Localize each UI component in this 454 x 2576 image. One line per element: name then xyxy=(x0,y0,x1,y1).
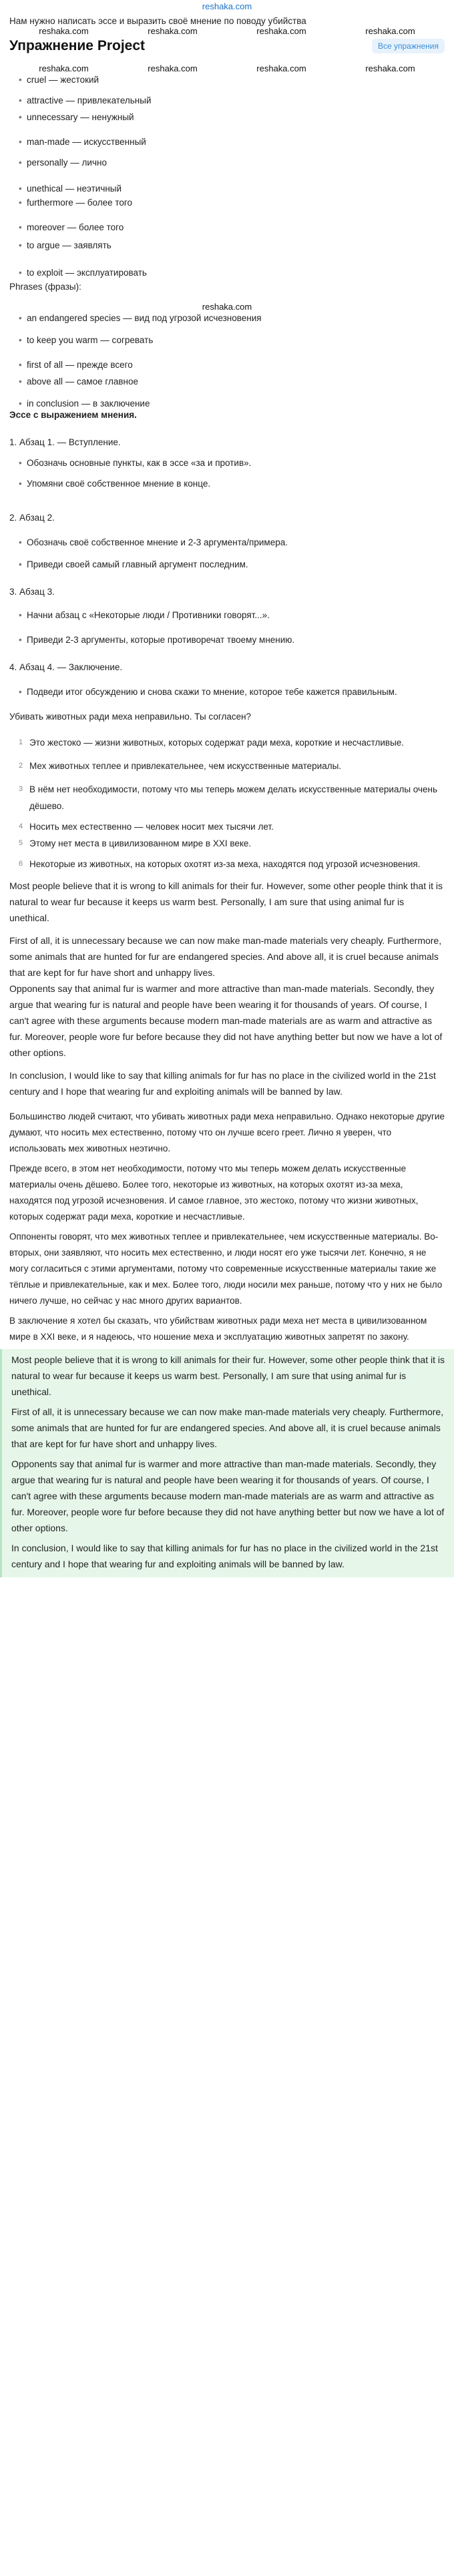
tip-item: • Приведи своей самый главный аргумент последним. xyxy=(19,559,445,570)
watermark: reshaka.com xyxy=(148,63,198,73)
vocabulary-list xyxy=(9,74,445,278)
watermark: reshaka.com xyxy=(365,63,415,73)
opinion-heading: Эссе с выражением мнения. xyxy=(9,410,137,420)
argument-text: Мех животных теплее и привлекательнее, чем искусственные материалы. xyxy=(29,761,342,771)
essay-ru-paragraph: Прежде всего, в этом нет необходимости, потому что мы теперь можем делать искусственные материалы очень дёшево. Более того, некоторые из животных, на которых охотят из-за меха, находятся под угрозой исчезновения. И самое главное, это жестоко, потому что жизни животных, которых содержат ради меха, короткие и несчастливые. xyxy=(9,1164,419,1222)
vocab-item: • cruel — жестокий xyxy=(19,74,445,85)
vocab-item: • furthermore — более того xyxy=(19,197,445,208)
argument-text: В нём нет необходимости, потому что мы теперь можем делать искусственные материалы очень дёшево. xyxy=(29,784,438,811)
essay-en xyxy=(9,878,445,1099)
argument-number: 4 xyxy=(19,822,23,830)
tip-item: • Приведи 2-3 аргументы, которые противоречат твоему мнению. xyxy=(19,634,445,646)
argument-text: Этому нет места в цивилизованном мире в XXI веке. xyxy=(29,838,252,848)
watermark: reshaka.com xyxy=(256,63,306,73)
vocabulary-section xyxy=(0,74,454,1345)
essay-paragraph: In conclusion, I would like to say that killing animals for fur has no place in the civilized world in the 21st century and I hope that wearing fur and exploiting animals will be banned by law. xyxy=(9,1070,436,1097)
page-title: Упражнение Project xyxy=(9,38,146,53)
paragraph-heading: 1. Абзац 1. — Вступление. xyxy=(9,437,121,447)
phrases-list xyxy=(9,312,445,409)
intro-text: Нам нужно написать эссе и выразить своё мнение по поводу убийства xyxy=(9,16,306,26)
argument-text: Некоторые из животных, на которых охотят из-за меха, находятся под угрозой исчезновения. xyxy=(29,859,421,869)
argument-item xyxy=(19,835,445,852)
phrase-item: • above all — самое главное xyxy=(19,376,445,387)
tips-list xyxy=(9,457,445,489)
phrase-item: • to keep you warm — согревать xyxy=(19,334,445,346)
vocab-item: • attractive — привлекательный xyxy=(19,95,445,106)
watermark: reshaka.com xyxy=(148,26,198,36)
site-logo[interactable]: reshaka.com xyxy=(202,1,252,11)
argument-item xyxy=(19,818,445,835)
question: Убивать животных ради меха неправильно. Ты согласен? xyxy=(9,712,252,722)
essay-paragraph: First of all, it is unnecessary because we can now make man-made materials very cheaply. Furthermore, some animals that are hunted for fur are endangered species. And above all, it is cruel because animals that are kept for fur have short and unhappy lives. xyxy=(9,935,442,978)
header xyxy=(0,37,454,54)
essay-ru-paragraph: В заключение я хотел бы сказать, что убийствам животных ради меха нет места в цивилизованном мире в XXI веке, и я надеюсь, что ношение меха и эксплуатацию животных запретят по закону. xyxy=(9,1316,427,1342)
phrase-item: • first of all — прежде всего xyxy=(19,359,445,370)
watermark-row xyxy=(9,302,445,312)
argument-number: 5 xyxy=(19,839,23,847)
essay-ru-paragraph: Большинство людей считают, что убивать животных ради меха неправильно. Однако некоторые другие думают, что носить мех естественно, потому что он лучше всего греет. Лично я уверен, что использовать мех животных неэтично. xyxy=(9,1111,445,1153)
tip-item: • Начни абзац с «Некоторые люди / Противники говорят...». xyxy=(19,609,445,621)
tip-item: • Подведи итог обсуждению и снова скажи то мнение, которое тебе кажется правильным. xyxy=(19,686,445,698)
watermark: reshaka.com xyxy=(256,26,306,36)
arguments-list xyxy=(9,734,445,872)
phrase-item: • an endangered species — вид под угрозой исчезновения xyxy=(19,312,445,324)
watermark: reshaka.com xyxy=(202,302,252,312)
vocab-item: • to argue — заявлять xyxy=(19,240,445,251)
argument-number: 1 xyxy=(19,738,23,746)
vocab-item: • to exploit — эксплуатировать xyxy=(19,267,445,278)
essay-paragraph: Opponents say that animal fur is warmer and more attractive than man-made materials. Secondly, they argue that wearing fur is natural and people have been wearing it for thousands of years. Of course, I can't agree with these arguments because modern man-made materials are as warm and attractive as fur. Moreover, people wore fur before because they did not have anything better but now we have a lot of other options. xyxy=(9,983,443,1058)
argument-text: Это жестоко — жизни животных, которых содержат ради меха, короткие и несчастливые. xyxy=(29,738,405,748)
watermark-row xyxy=(0,63,454,74)
vocab-item: • unnecessary — ненужный xyxy=(19,111,445,123)
tips-list xyxy=(9,609,445,646)
answer-paragraph: Most people believe that it is wrong to kill animals for their fur. However, some other people think that it is natural to wear fur because it keeps us warm best. Personally, I am sure that using animal fur is unethical. xyxy=(11,1354,445,1397)
answer-block xyxy=(0,1349,454,1577)
phrases-label: Phrases (фразы): xyxy=(9,282,81,292)
phrase-item: • in conclusion — в заключение xyxy=(19,398,445,409)
argument-number: 3 xyxy=(19,785,23,793)
vocab-item: • moreover — более того xyxy=(19,222,445,233)
vocab-item: • personally — лично xyxy=(19,157,445,168)
argument-number: 6 xyxy=(19,860,23,868)
tip-item: • Обозначь своё собственное мнение и 2-3 аргумента/примера. xyxy=(19,537,445,548)
argument-number: 2 xyxy=(19,762,23,770)
argument-item xyxy=(19,781,445,814)
answer-paragraph: First of all, it is unnecessary because we can now make man-made materials very cheaply. Furthermore, some animals that are hunted for fur are endangered species. And above all, it is cruel because animals that are kept for fur have short and unhappy lives. xyxy=(11,1406,444,1449)
tip-item: • Упомяни своё собственное мнение в конце. xyxy=(19,478,445,489)
answer-paragraph: In conclusion, I would like to say that killing animals for fur has no place in the civilized world in the 21st century and I hope that wearing fur and exploiting animals will be banned by law. xyxy=(11,1543,438,1569)
watermark: reshaka.com xyxy=(39,63,89,73)
vocab-item: • unethical — неэтичный xyxy=(19,183,445,194)
argument-item xyxy=(19,734,445,751)
argument-text: Носить мех естественно — человек носит мех тысячи лет. xyxy=(29,822,274,832)
paragraph-heading: 2. Абзац 2. xyxy=(9,513,55,523)
tips-list xyxy=(9,537,445,570)
all-exercises-button[interactable]: Все упражнения xyxy=(372,39,445,53)
watermark: reshaka.com xyxy=(365,26,415,36)
essay-ru xyxy=(9,1109,445,1345)
essay-ru-paragraph: Оппоненты говорят, что мех животных теплее и привлекательнее, чем искусственные материалы. Во-вторых, они заявляют, что носить мех естественно, и люди носят его уже тысячи лет. Конечно, я не могу согласиться с этими аргументами, потому что современные искусственные материалы такие же тёплые и привлекательные, как и мех. Более того, люди носили мех раньше, потому что у них не было ничего лучше, но сейчас у нас много других вариантов. xyxy=(9,1232,443,1306)
paragraph-heading: 3. Абзац 3. xyxy=(9,587,55,597)
argument-item xyxy=(19,856,445,872)
vocab-item: • man-made — искусственный xyxy=(19,136,445,148)
argument-item xyxy=(19,758,445,774)
tip-item: • Обозначь основные пункты, как в эссе «за и против». xyxy=(19,457,445,469)
answer-paragraph: Opponents say that animal fur is warmer and more attractive than man-made materials. Secondly, they argue that wearing fur is natural and people have been wearing it for thousands of years. Of course, I can't agree with these arguments because modern man-made materials are as warm and attractive as fur. Moreover, people wore fur before because they did not have anything better but now we have a lot of other options. xyxy=(11,1459,445,1533)
tips-list xyxy=(9,686,445,698)
paragraph-heading: 4. Абзац 4. — Заключение. xyxy=(9,662,123,672)
essay-paragraph: Most people believe that it is wrong to kill animals for their fur. However, some other people think that it is natural to wear fur because it keeps us warm best. Personally, I am sure that using animal fur is unethical. xyxy=(9,880,443,923)
watermark-row xyxy=(0,26,454,37)
watermark: reshaka.com xyxy=(39,26,89,36)
